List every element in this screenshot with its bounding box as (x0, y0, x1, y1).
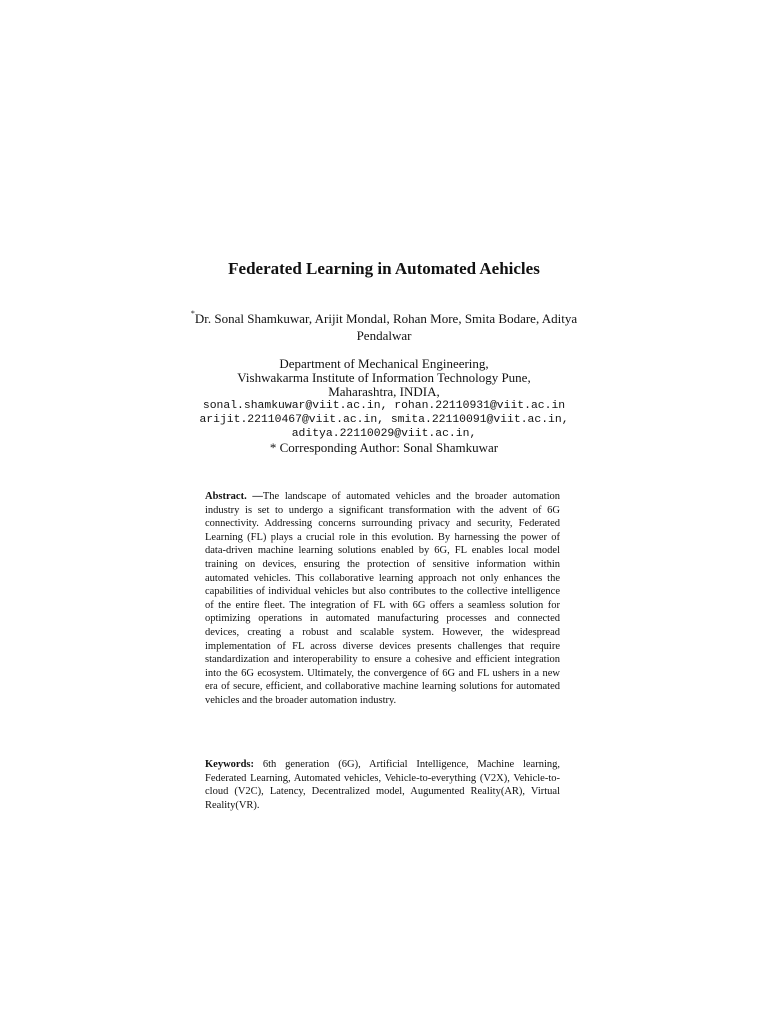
keywords (205, 758, 560, 812)
department: Department of Mechanical Engineering, (279, 356, 489, 371)
keywords-label: Keywords: (205, 759, 254, 770)
email-line-1: sonal.shamkuwar@viit.ac.in, rohan.22110931@viit.ac.in (202, 400, 566, 412)
author-names: Dr. Sonal Shamkuwar, Arijit Mondal, Rohan More, Smita Bodare, Aditya Pendalwar (194, 311, 578, 343)
keywords-text: 6th generation (6G), Artificial Intelligence, Machine learning, Federated Learning, Automated vehicles, Vehicle-to-everything (V2X), Vehicle-to-cloud (V2C), Latency, Decentralized model, Augumented Reality(AR), Virtual Reality(VR). (205, 759, 560, 811)
author-list (185, 310, 583, 344)
institute: Vishwakarma Institute of Information Technology Pune, (237, 370, 531, 385)
author-marker: * (190, 309, 195, 318)
abstract-label: Abstract. ― (205, 491, 263, 502)
abstract (205, 490, 560, 708)
email-line-3: aditya.22110029@viit.ac.in, (291, 428, 477, 440)
corresponding-author: * Corresponding Author: Sonal Shamkuwar (269, 440, 499, 455)
paper-title: Federated Learning in Automated Aehicles (228, 259, 540, 278)
email-line-2: arijit.22110467@viit.ac.in, smita.22110091@viit.ac.in, (199, 414, 569, 426)
location: Maharashtra, INDIA, (328, 384, 440, 399)
abstract-text: The landscape of automated vehicles and the broader automation industry is set to undergo a significant transformation with the advent of 6G connectivity. Addressing concerns surrounding privacy and security, Federated Learning (FL) plays a crucial role in this evolution. By harnessing the power of data-driven machine learning solutions enabled by 6G, FL enables local model training on devices, ensuring the protection of sensitive information within automated vehicles. This collaborative learning approach not only enhances the capabilities of individual vehicles but also contributes to the collective intelligence of the entire fleet. The integration of FL with 6G offers a seamless solution for optimizing operations in automated manufacturing processes and connected devices, creating a robust and scalable system. However, the widespread implementation of FL across diverse devices presents challenges that require standardization and interoperability to ensure a cohesive and efficient integration into the 6G ecosystem. Ultimately, the convergence of 6G and FL ushers in a new era of secure, efficient, and collaborative machine learning solutions for automated vehicles and the broader automation industry. (205, 491, 560, 706)
affiliation-block (0, 357, 768, 455)
